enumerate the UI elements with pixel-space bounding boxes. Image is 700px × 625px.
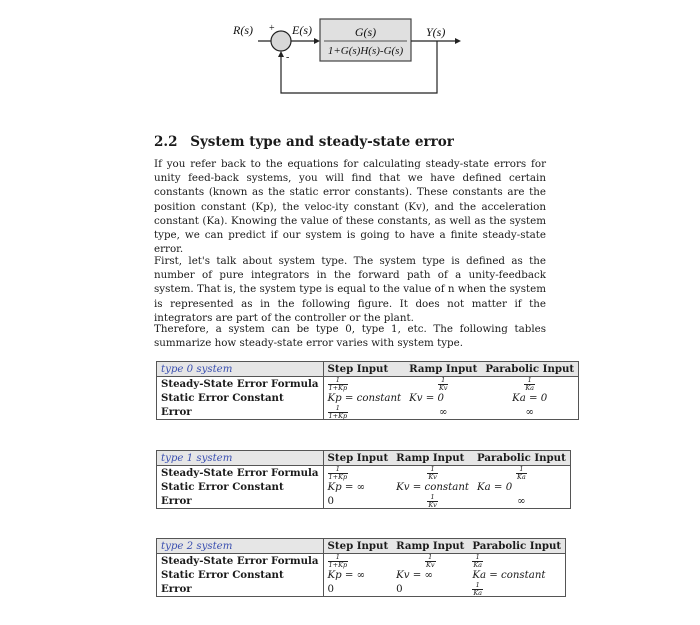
parabolic-error: $\frac{1}{Ka}$ (473, 581, 483, 597)
step-error: 0 (323, 582, 392, 597)
parabolic-constant: Ka = 0 (481, 391, 578, 405)
col-parabolic: Parabolic Input (473, 451, 570, 466)
step-constant: Kp = ∞ (327, 569, 366, 581)
ramp-constant: Kv = constant (396, 481, 469, 493)
parabolic-formula: $\frac{1}{Ka}$ (517, 465, 526, 481)
block-numerator: G(s) (354, 25, 377, 39)
step-constant: Kp = ∞ (327, 481, 366, 493)
col-step: Step Input (323, 362, 405, 377)
row-label-formula: Steady-State Error Formula (157, 466, 324, 481)
section-heading (154, 134, 454, 150)
type-2-table (156, 538, 566, 597)
plus-sign: + (269, 23, 275, 34)
input-label: R(s) (233, 23, 253, 37)
error-label: E(s) (292, 23, 312, 37)
row-label-formula: Steady-State Error Formula (157, 554, 324, 569)
ramp-error: ∞ (405, 405, 481, 420)
table-system-name: type 0 system (157, 362, 324, 377)
step-formula: $\frac{1}{1+Kp}$ (328, 465, 348, 481)
parabolic-constant: Ka = constant (468, 568, 565, 582)
col-parabolic: Parabolic Input (481, 362, 578, 377)
parabolic-constant: Ka = 0 (473, 480, 570, 494)
table-system-name: type 2 system (157, 539, 324, 554)
row-label-constant: Static Error Constant (157, 480, 324, 494)
parabolic-formula: $\frac{1}{Ka}$ (525, 376, 535, 392)
feedback-block-diagram (0, 0, 700, 120)
col-ramp: Ramp Input (392, 451, 473, 466)
ramp-constant: Kv = 0 (409, 392, 445, 404)
type-1-table (156, 450, 571, 509)
minus-sign: - (286, 52, 290, 63)
row-label-error: Error (157, 582, 324, 597)
col-ramp: Ramp Input (405, 362, 481, 377)
row-label-constant: Static Error Constant (157, 391, 324, 405)
parabolic-formula: $\frac{1}{Ka}$ (473, 553, 483, 569)
step-formula: $\frac{1}{1+Kp}$ (328, 376, 348, 392)
output-label: Y(s) (426, 25, 446, 39)
table-system-name: type 1 system (157, 451, 324, 466)
step-constant: Kp = constant (327, 392, 402, 404)
block-denominator: 1+G(s)H(s)-G(s) (327, 45, 404, 57)
ramp-error: 0 (392, 582, 468, 597)
paragraph-tables-intro: Therefore, a system can be type 0, type 1, etc. The following tables summarize how steady-state error varies with system type. (154, 323, 546, 350)
ramp-formula: $\frac{1}{Kv}$ (438, 376, 448, 392)
col-parabolic: Parabolic Input (468, 539, 565, 554)
row-label-constant: Static Error Constant (157, 568, 324, 582)
summing-junction (271, 31, 291, 51)
section-number: 2.2 (154, 134, 178, 150)
col-step: Step Input (323, 451, 392, 466)
ramp-formula: $\frac{1}{Kv}$ (425, 553, 435, 569)
parabolic-error: ∞ (481, 405, 578, 420)
step-error: 0 (323, 494, 392, 509)
col-step: Step Input (323, 539, 392, 554)
ramp-constant: Kv = ∞ (396, 569, 434, 581)
parabolic-error: ∞ (473, 494, 570, 509)
paragraph-error-constants: If you refer back to the equations for calculating steady-state errors for unity feed-back systems, you will find that we have defined certain constants (known as the static error constants). These constants are the position constant (Kp), the veloc-ity constant (Kv), and the acceleration constant (Ka). Knowing the value of these constants, as well as the system type, we can predict if our system is going to have a finite steady-state error. (154, 158, 546, 256)
ramp-formula: $\frac{1}{Kv}$ (428, 465, 437, 481)
output-arrowhead (455, 38, 461, 44)
section-title: System type and steady-state error (190, 134, 454, 150)
row-label-error: Error (157, 494, 324, 509)
row-label-error: Error (157, 405, 324, 420)
step-error: $\frac{1}{1+Kp}$ (328, 404, 348, 420)
col-ramp: Ramp Input (392, 539, 468, 554)
ramp-error: $\frac{1}{Kv}$ (428, 493, 437, 509)
error-arrowhead (314, 38, 320, 44)
row-label-formula: Steady-State Error Formula (157, 377, 324, 392)
paragraph-system-type: First, let's talk about system type. The system type is defined as the number of pure integrators in the forward path of a unity-feedback system. That is, the system type is equal to the value of n when the system is represented as in the following figure. It does not matter if the integrators are part of the controller or the plant. (154, 255, 546, 324)
type-0-table (156, 361, 579, 420)
step-formula: $\frac{1}{1+Kp}$ (328, 553, 348, 569)
feedback-arrowhead (278, 51, 284, 57)
